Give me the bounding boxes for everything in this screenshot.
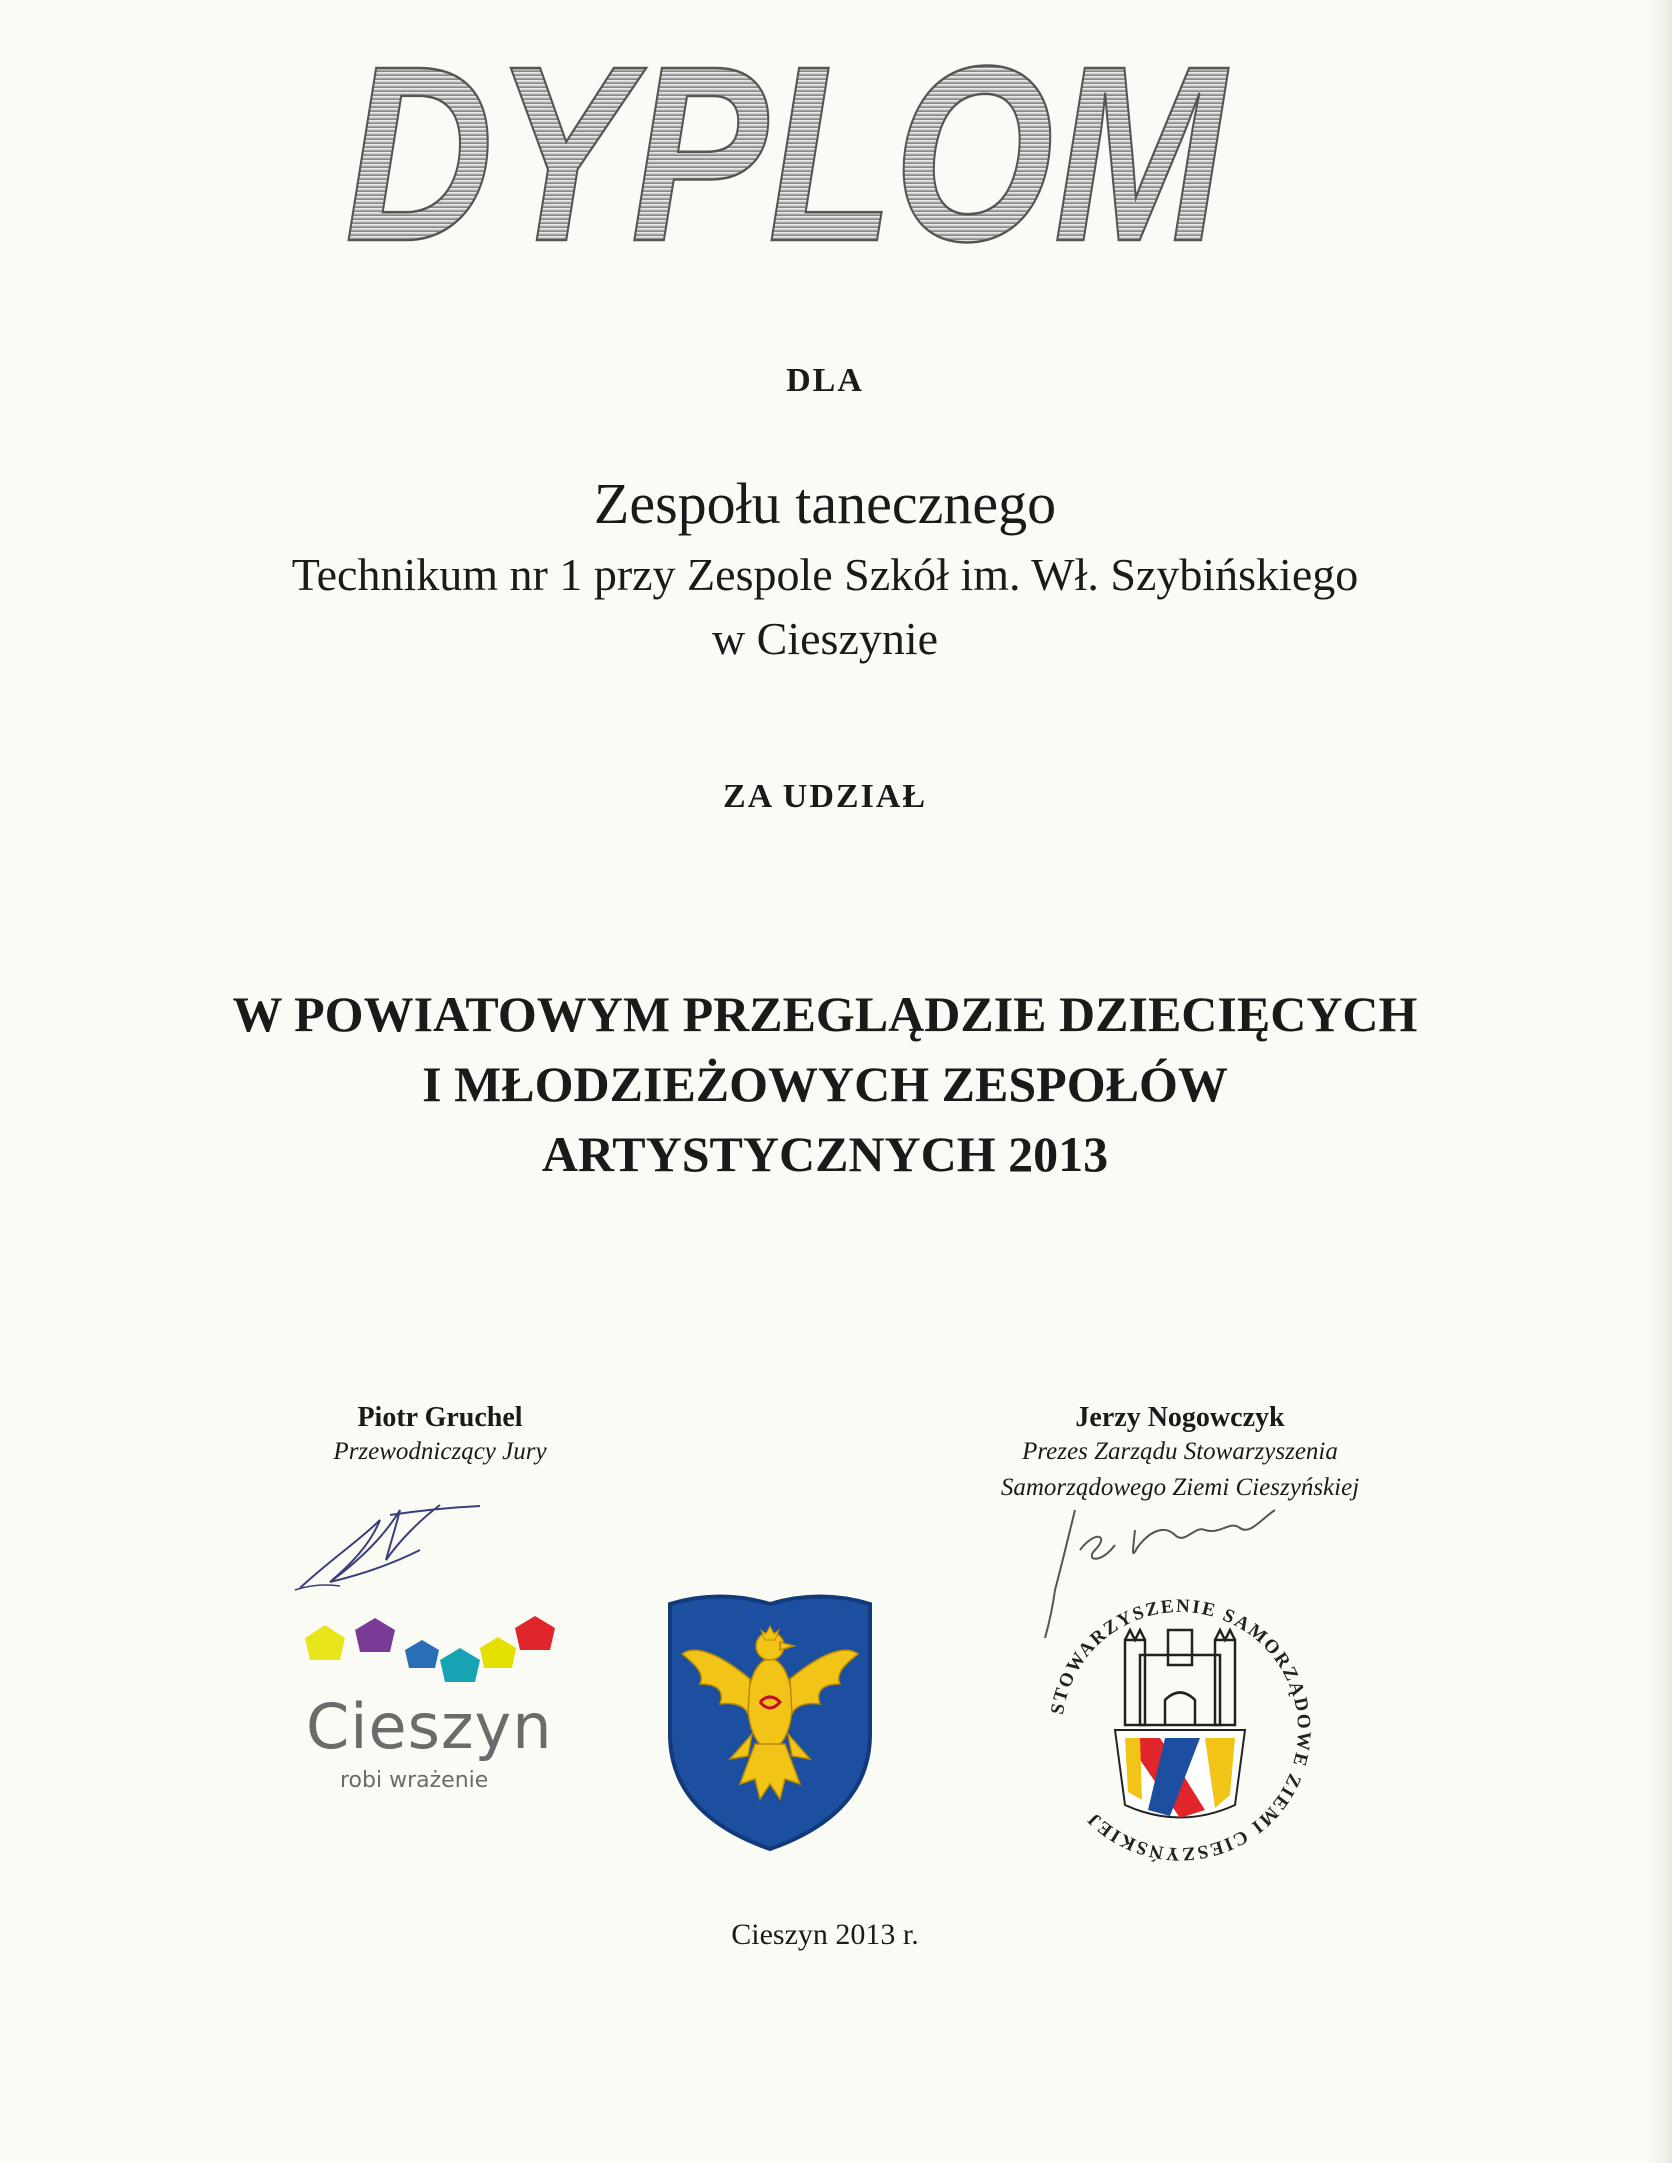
cieszyn-logo-tagline: robi wrażenie: [340, 1768, 489, 1793]
seal-ring-text: STOWARZYSZENIE SAMORZĄDOWE ZIEMI CIESZYŃSKIEJ: [1047, 1595, 1315, 1865]
logo-shape-blue: [405, 1640, 439, 1668]
signatory-name: Piotr Gruchel: [357, 1402, 523, 1433]
recipient-school: Technikum nr 1 przy Zespole Szkół im. Wł. Szybińskiego: [291, 549, 1359, 600]
signatory-role-line1: Prezes Zarządu Stowarzyszenia: [1022, 1438, 1338, 1465]
logo-shape-teal: [440, 1648, 480, 1682]
logo-shape-red: [515, 1616, 555, 1650]
place-and-date: Cieszyn 2013 r.: [731, 1918, 919, 1951]
signatory-jury-chair: [250, 1402, 630, 1470]
cieszyn-logo-word: Cieszyn: [306, 1690, 553, 1763]
logo-shape-lime: [480, 1637, 516, 1668]
signatory-role: Przewodniczący Jury: [333, 1438, 547, 1465]
title-text: DYPLOM: [345, 14, 1229, 293]
title-dyplom: [320, 14, 1250, 293]
event-title-line1: W POWIATOWYM PRZEGLĄDZIE DZIECIĘCYCH: [232, 986, 1418, 1042]
recipient-name: Zespołu tanecznego: [593, 471, 1057, 536]
event-title-line3: ARTYSTYCZNYCH 2013: [541, 1126, 1109, 1182]
recipient-city: w Cieszynie: [711, 613, 939, 664]
event-title-line2: I MŁODZIEŻOWYCH ZESPOŁÓW: [422, 1056, 1228, 1112]
logo-shape-purple: [355, 1618, 395, 1652]
coat-of-arms-eagle-icon: [660, 1584, 880, 1854]
association-seal-icon: [1030, 1580, 1330, 1880]
for-participation-label: ZA UDZIAŁ: [722, 778, 928, 815]
logo-shape-yellow: [305, 1625, 345, 1660]
paper-edge: [1650, 0, 1672, 2163]
signatory-name: Jerzy Nogowczyk: [1075, 1402, 1285, 1433]
signature-left-image: [290, 1490, 490, 1600]
dla-label: DLA: [786, 362, 864, 399]
signatory-role-line2: Samorządowego Ziemi Cieszyńskiej: [1000, 1474, 1360, 1501]
